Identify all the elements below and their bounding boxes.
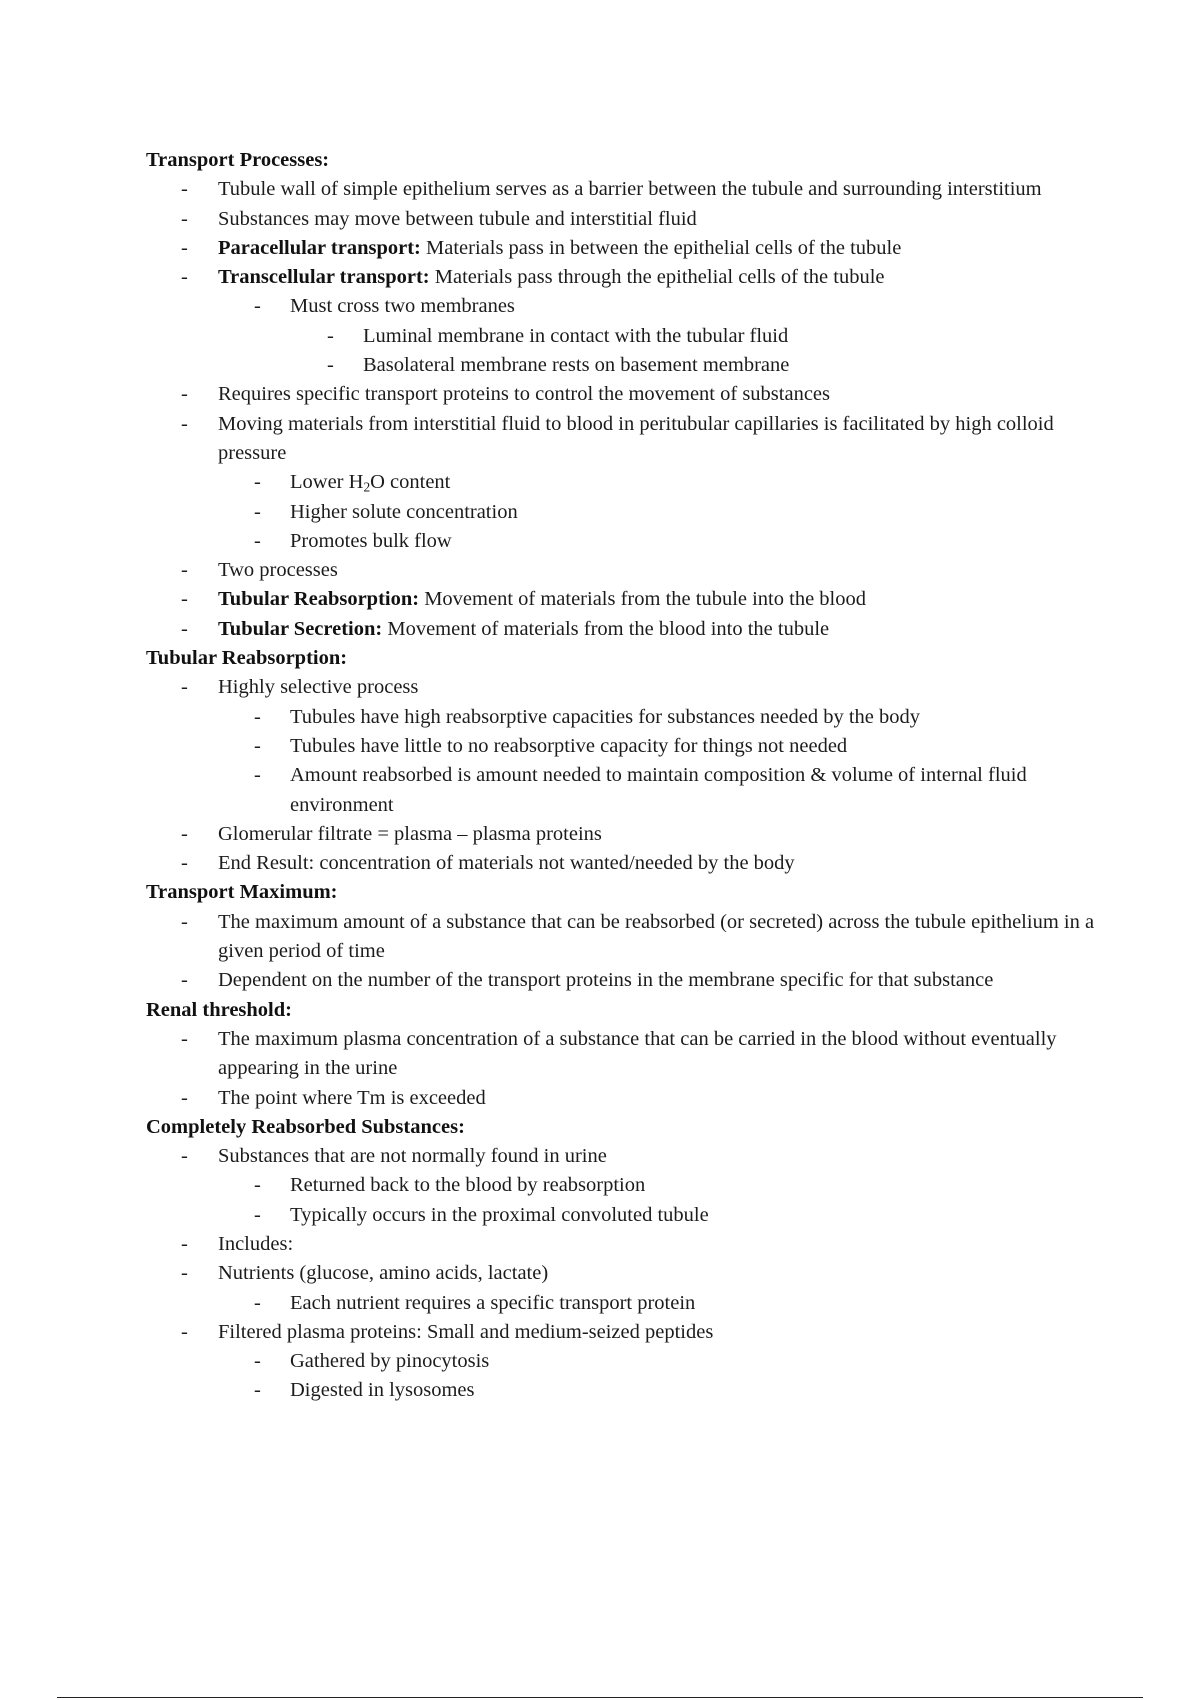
heading-transport-maximum: Transport Maximum: xyxy=(146,881,338,904)
bullet-dash: - xyxy=(181,1232,188,1255)
list-item: - Two processes xyxy=(146,556,1096,585)
term-label: Tubular Secretion: xyxy=(218,617,383,640)
list-item: - Moving materials from interstitial fluid to blood in peritubular capillaries is facilitated by high colloid pressure xyxy=(146,410,1096,469)
bullet-dash: - xyxy=(254,734,261,757)
list-item: - Digested in lysosomes xyxy=(146,1376,1096,1405)
list-item: - Tubules have high reabsorptive capacities for substances needed by the body xyxy=(146,703,1096,732)
list-item: - Returned back to the blood by reabsorption xyxy=(146,1171,1096,1200)
bullet-dash: - xyxy=(181,588,188,611)
list-item: - Highly selective process xyxy=(146,673,1096,702)
list-item: - Substances that are not normally found in urine xyxy=(146,1142,1096,1171)
list-item: - Higher solute concentration xyxy=(146,498,1096,527)
bullet-dash: - xyxy=(181,676,188,699)
bullet-dash: - xyxy=(181,207,188,230)
bullet-dash: - xyxy=(254,295,261,318)
bullet-dash: - xyxy=(181,236,188,259)
list-item: - Typically occurs in the proximal convoluted tubule xyxy=(146,1201,1096,1230)
list-item: - Tubules have little to no reabsorptive capacity for things not needed xyxy=(146,732,1096,761)
bullet-dash: - xyxy=(254,1350,261,1373)
term-label: Paracellular transport: xyxy=(218,236,421,259)
list-item: - Must cross two membranes xyxy=(146,292,1096,321)
bullet-dash: - xyxy=(254,705,261,728)
list-item: - Tubular Reabsorption: Movement of materials from the tubule into the blood xyxy=(146,585,1096,614)
bullet-dash: - xyxy=(181,1027,188,1050)
heading-renal-threshold: Renal threshold: xyxy=(146,998,292,1021)
list-item: - Dependent on the number of the transport proteins in the membrane specific for that substance xyxy=(146,966,1096,995)
list-item: - Filtered plasma proteins: Small and medium-seized peptides xyxy=(146,1318,1096,1347)
list-item: - Substances may move between tubule and interstitial fluid xyxy=(146,205,1096,234)
list-item: - Lower $H_2O$ content xyxy=(146,468,1096,497)
bullet-dash: - xyxy=(254,500,261,523)
bullet-dash: - xyxy=(327,324,334,347)
bullet-dash: - xyxy=(181,178,188,201)
list-item: - Amount reabsorbed is amount needed to maintain composition & volume of internal fluid environment xyxy=(146,761,1096,820)
document-body xyxy=(146,146,1096,1406)
list-item: - Paracellular transport: Materials pass in between the epithelial cells of the tubule xyxy=(146,234,1096,263)
bullet-dash: - xyxy=(181,910,188,933)
list-item: - Includes: xyxy=(146,1230,1096,1259)
bullet-dash: - xyxy=(181,822,188,845)
list-item: - Requires specific transport proteins to control the movement of substances xyxy=(146,380,1096,409)
footer-divider xyxy=(57,1697,1143,1698)
list-item: - The maximum plasma concentration of a substance that can be carried in the blood without eventually appearing in the urine xyxy=(146,1025,1096,1084)
bullet-dash: - xyxy=(327,354,334,377)
list-item: - Tubule wall of simple epithelium serves as a barrier between the tubule and surrounding interstitium xyxy=(146,175,1096,204)
list-item: - Luminal membrane in contact with the tubular fluid xyxy=(146,322,1096,351)
term-label: Transcellular transport: xyxy=(218,266,430,289)
heading-transport-processes: Transport Processes: xyxy=(146,149,330,171)
bullet-dash: - xyxy=(181,559,188,582)
list-item: - Glomerular filtrate = plasma – plasma proteins xyxy=(146,820,1096,849)
heading-completely-reabsorbed: Completely Reabsorbed Substances: xyxy=(146,1115,465,1138)
heading-tubular-reabsorption: Tubular Reabsorption: xyxy=(146,647,348,670)
list-item: - Gathered by pinocytosis xyxy=(146,1347,1096,1376)
bullet-dash: - xyxy=(181,266,188,289)
bullet-dash: - xyxy=(181,617,188,640)
bullet-dash: - xyxy=(181,412,188,435)
bullet-dash: - xyxy=(254,764,261,787)
list-item: - Tubular Secretion: Movement of materials from the blood into the tubule xyxy=(146,615,1096,644)
term-label: Tubular Reabsorption: xyxy=(218,588,420,611)
bullet-dash: - xyxy=(254,1291,261,1314)
list-item: - Nutrients (glucose, amino acids, lactate) xyxy=(146,1259,1096,1288)
bullet-dash: - xyxy=(181,1320,188,1343)
list-item: - Promotes bulk flow xyxy=(146,527,1096,556)
bullet-dash: - xyxy=(254,471,261,494)
list-item: - The maximum amount of a substance that can be reabsorbed (or secreted) across the tubule epithelium in a given period of time xyxy=(146,908,1096,967)
bullet-dash: - xyxy=(254,1203,261,1226)
bullet-dash: - xyxy=(181,383,188,406)
list-item: - Each nutrient requires a specific transport protein xyxy=(146,1289,1096,1318)
list-item: - End Result: concentration of materials not wanted/needed by the body xyxy=(146,849,1096,878)
bullet-dash: - xyxy=(181,1086,188,1109)
bullet-dash: - xyxy=(254,1379,261,1402)
bullet-dash: - xyxy=(254,1174,261,1197)
bullet-dash: - xyxy=(181,1145,188,1168)
list-item: - Basolateral membrane rests on basement membrane xyxy=(146,351,1096,380)
list-item: - The point where Tm is exceeded xyxy=(146,1084,1096,1113)
bullet-dash: - xyxy=(254,529,261,552)
bullet-dash: - xyxy=(181,969,188,992)
list-item: - Transcellular transport: Materials pass through the epithelial cells of the tubule xyxy=(146,263,1096,292)
bullet-dash: - xyxy=(181,852,188,875)
bullet-dash: - xyxy=(181,1262,188,1285)
